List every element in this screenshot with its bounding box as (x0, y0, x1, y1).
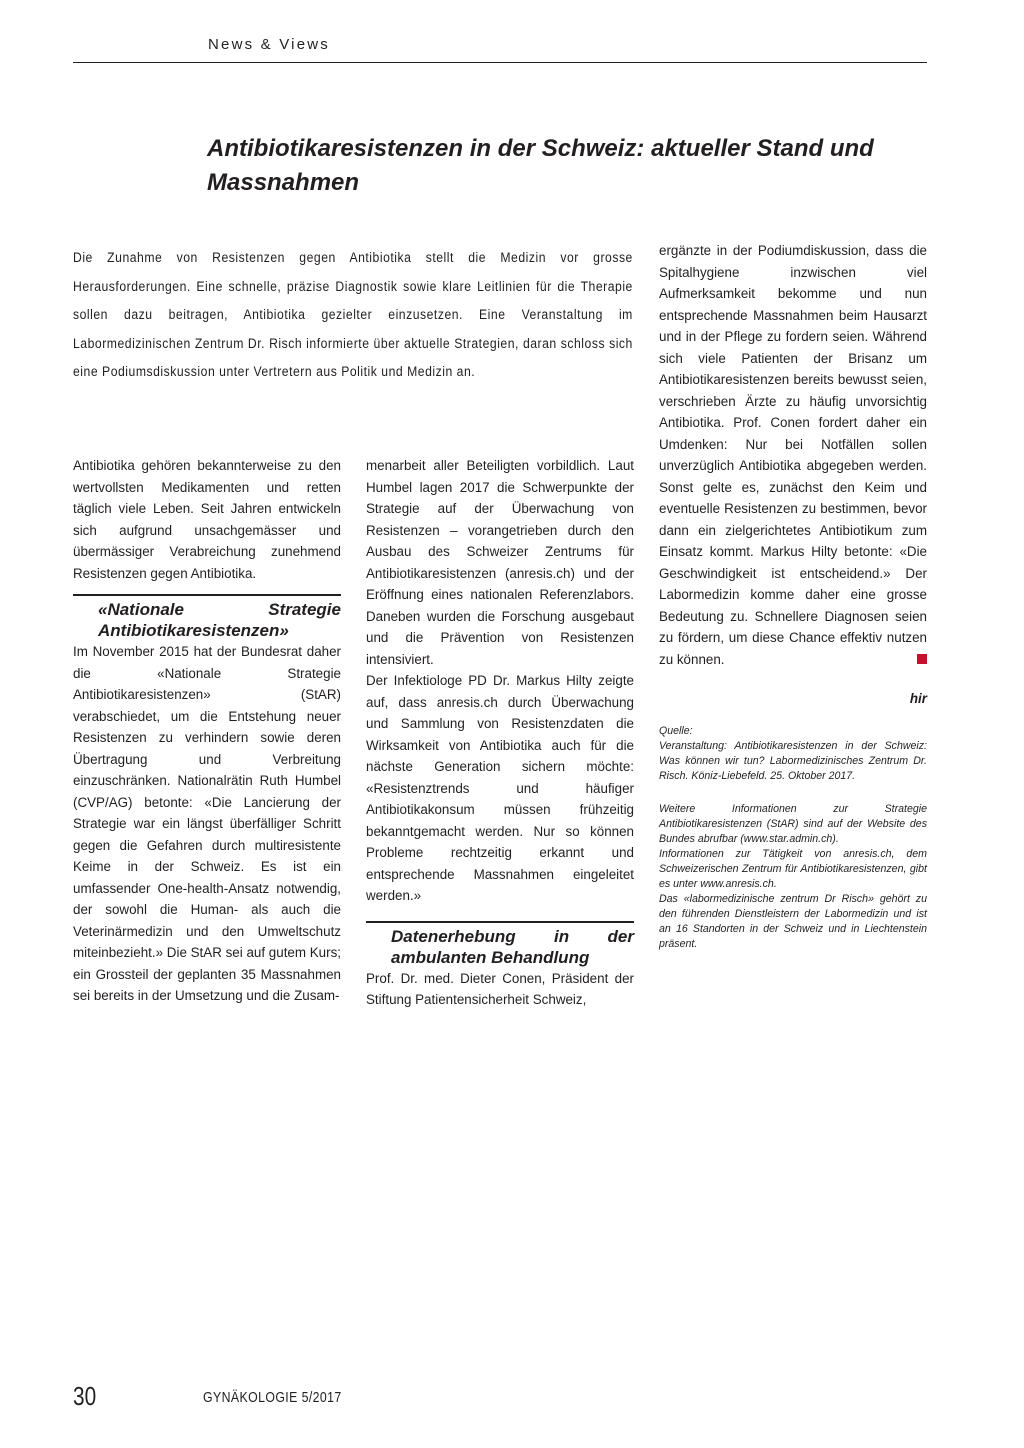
info-note: Das «labormedizinische zentrum Dr Risch» gehört zu den führenden Dienstleistern der Labormedizin und ist an 16 Standorten in der Schweiz und in Liechtenstein präsent. (659, 892, 927, 950)
paragraph: menarbeit aller Beteiligten vorbildlich. Laut Humbel lagen 2017 die Schwerpunkte der Strategie auf der Überwachung von Resistenzen – vorangetrieben durch den Ausbau des Schweizer Zentrums für Antibiotikaresistenzen (anresis.ch) und der Eröffnung eines nationalen Referenzlabors. Daneben wurden die Forschung ausgebaut und die Prävention von Resistenzen intensiviert. (366, 458, 634, 667)
paragraph: Der Infektiologe PD Dr. Markus Hilty zeigte auf, dass anresis.ch durch Überwachung und Sammlung von Resistenzdaten die Wirksamkeit von Antibiotika auch für die nächste Generation sichern möchte: «Resistenztrends und häufiger Antibiotikakonsum müssen frühzeitig bekanntgemacht werden. Nur so können Probleme rechtzeitig erkannt und entsprechende Massnahmen eingeleitet werden.» (366, 673, 634, 903)
column-3 (659, 240, 927, 952)
paragraph: Prof. Dr. med. Dieter Conen, Präsident der Stiftung Patientensicherheit Schweiz, (366, 970, 634, 1007)
paragraph: Antibiotika gehören bekannterweise zu den wertvollsten Medikamenten und retten täglich viele Leben. Seit Jahren entwickeln sich aufgrund unsachgemässer und übermässiger Verabreichung zunehmend Resistenzen gegen Antibiotika. (73, 458, 341, 581)
section-label: News & Views (208, 36, 330, 53)
subheading: Datenerhebung in der ambulanten Behandlung (391, 926, 634, 967)
paragraph: Im November 2015 hat der Bundesrat daher die «Nationale Strategie Antibiotikaresistenzen» (StAR) verabschiedet, um die Entstehung neuer Resistenzen zu verhindern sowie deren Übertragung und Verbreitung einzuschränken. Nationalrätin Ruth Humbel (CVP/AG) betonte: «Die Lancierung der Strategie war ein längst überfälliger Schritt gegen die Gefahren durch multiresistente Keime in der Schweiz. Es ist ein umfassender One-health-Ansatz notwendig, der sowohl die Human- als auch die Veterinärmedizin und den Umweltschutz miteinbezieht.» Die StAR sei auf gutem Kurs; ein Grossteil der geplanten 35 Massnahmen sei bereits in der Umsetzung und die Zusam- (73, 644, 341, 1003)
journal-name: GYNÄKOLOGIE 5/2017 (203, 1389, 342, 1406)
header-rule (73, 62, 927, 63)
end-of-article-icon (917, 654, 927, 664)
source-notes (659, 724, 927, 952)
author-initials: hir (909, 691, 927, 706)
article-lead: Die Zunahme von Resistenzen gegen Antibiotika stellt die Medizin vor grosse Herausforderungen. Eine schnelle, präzise Diagnostik sowie klare Leitlinien für die Therapie sollen dazu beitragen, Antibiotika gezielter einzusetzen. Eine Veranstaltung im Labormedizinischen Zentrum Dr. Risch informierte über aktuelle Strategien, daran schloss sich eine Podiumsdiskussion unter Vertretern aus Politik und Medizin an. (73, 250, 633, 381)
column-1 (73, 455, 341, 1007)
page-number: 30 (73, 1381, 97, 1411)
paragraph (659, 240, 927, 670)
source-label: Quelle: (659, 724, 693, 737)
subhead-rule (366, 921, 634, 923)
info-note: Weitere Informationen zur Strategie Antibiotikaresistenzen (StAR) sind auf der Website des Bundes abrufbar (www.star.admin.ch). (659, 802, 927, 845)
source-text: Veranstaltung: Antibiotikaresistenzen in der Schweiz: Was können wir tun? Labormedizinisches Zentrum Dr. Risch. Köniz-Liebefeld. 25. Oktober 2017. (659, 739, 927, 782)
info-note: Informationen zur Tätigkeit von anresis.ch, dem Schweizerischen Zentrum für Antibiotikaresistenzen, gibt es unter www.anresis.ch. (659, 847, 927, 890)
subheading: «Nationale Strategie Antibiotikaresistenzen» (98, 600, 341, 640)
column-2 (366, 455, 634, 1011)
subhead-rule (73, 594, 341, 596)
article-title: Antibiotikaresistenzen in der Schweiz: aktueller Stand und Massnahmen (207, 135, 874, 196)
paragraph-text: ergänzte in der Podiumdiskussion, dass die Spitalhygiene inzwischen viel Aufmerksamkeit bekomme und nun entsprechende Massnahmen beim Hausarzt und in der Pflege zu fordern seien. Während sich viele Patienten der Brisanz um Antibiotikaresistenzen bereits bewusst seien, verschrieben Ärzte zu häufig unvorsichtig Antibiotika. Prof. Conen fordert daher ein Umdenken: Nur bei Notfällen sollen unverzüglich Antibiotika abgegeben werden. Sonst gelte es, zunächst den Keim und eventuelle Resistenzen zu bestimmen, bevor dann ein zielgerichtetes Antibiotikum zum Einsatz kommt. Markus Hilty betonte: «Die Geschwindigkeit ist entscheidend.» Der Labormedizin komme daher eine grosse Bedeutung zu. Schnellere Diagnosen seien zu fördern, um diese Chance effektiv nutzen zu können. (659, 243, 927, 667)
